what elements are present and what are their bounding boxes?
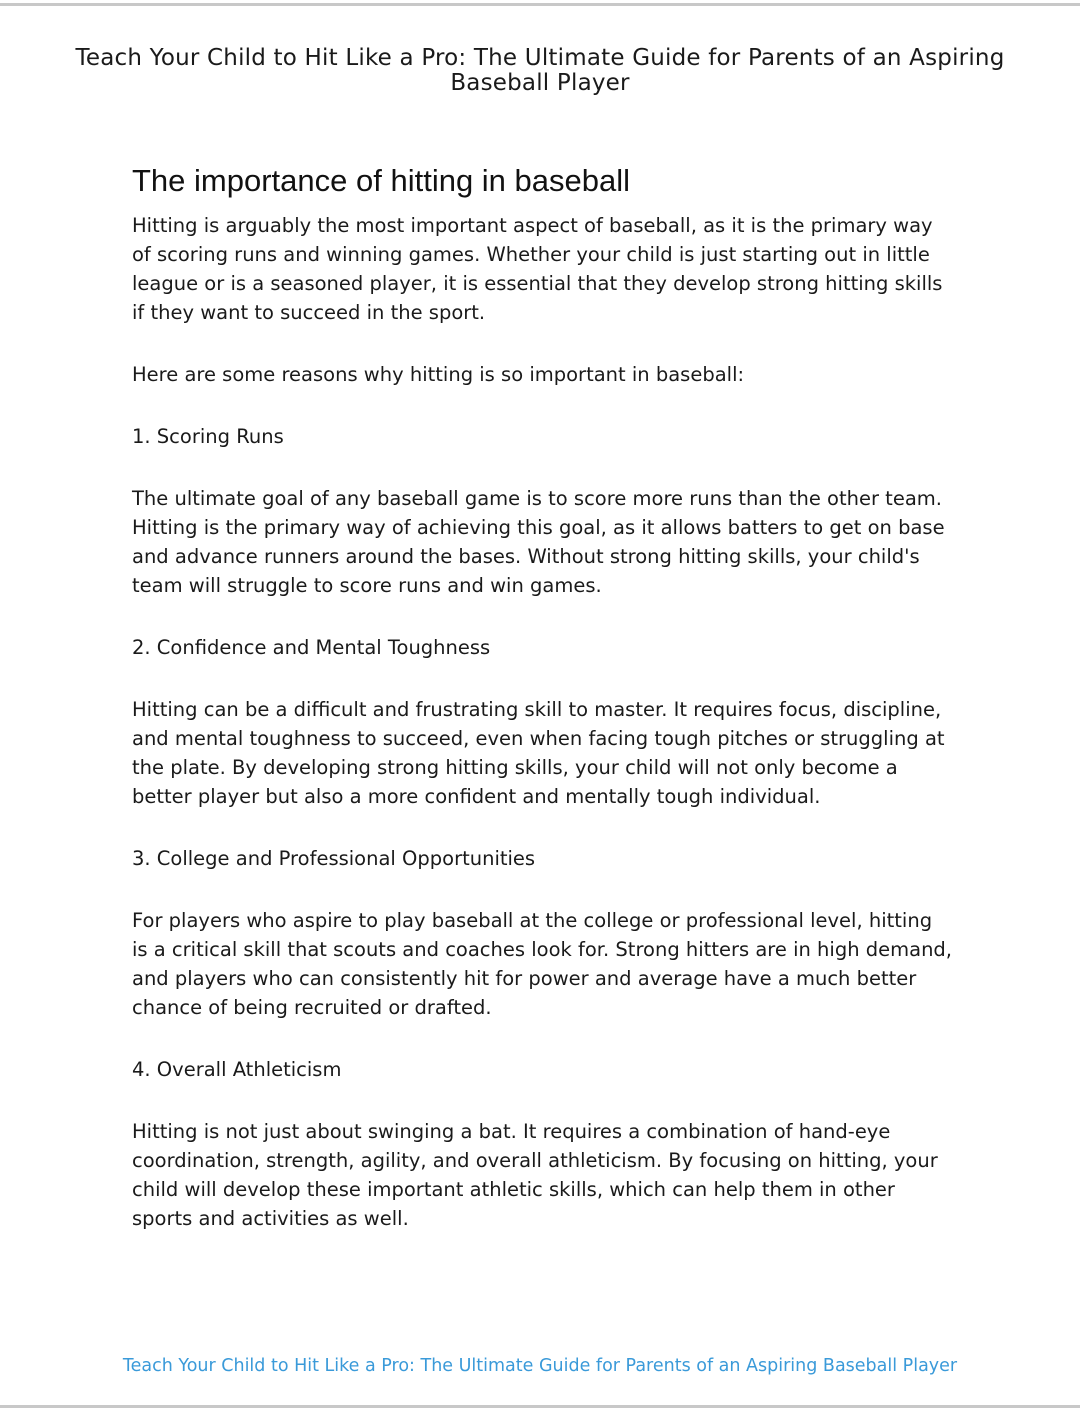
reason-body-scoring-runs: The ultimate goal of any baseball game is to score more runs than the other team. Hitting is the primary way of achieving this goal, as it allows batters to get on base and advance runners around the bases. Without strong hitting skills, your child's team will struggle to score runs and win games.	[132, 487, 945, 597]
reason-title-athleticism: 4. Overall Athleticism	[132, 1058, 342, 1081]
reason-title-scoring-runs: 1. Scoring Runs	[132, 425, 284, 448]
reason-body-college-pro: For players who aspire to play baseball at the college or professional level, hitting is a critical skill that scouts and coaches look for. Strong hitters are in high demand, and players who can consistently hit for power and average have a much better chance of being recruited or drafted.	[132, 909, 953, 1019]
top-divider	[0, 3, 1080, 6]
reason-body-confidence: Hitting can be a difficult and frustrating skill to master. It requires focus, discipline, and mental toughness to succeed, even when facing tough pitches or struggling at the plate. By developing strong hitting skills, your child will not only become a better player but also a more confident and mentally tough individual.	[132, 698, 945, 808]
reason-title-confidence: 2. Confidence and Mental Toughness	[132, 636, 491, 659]
reason-body-athleticism: Hitting is not just about swinging a bat. It requires a combination of hand-eye coordination, strength, agility, and overall athleticism. By focusing on hitting, your child will develop these important athletic skills, which can help them in other sports and activities as well.	[132, 1120, 938, 1230]
running-footer-title: Teach Your Child to Hit Like a Pro: The Ultimate Guide for Parents of an Aspiring Baseball Player	[122, 1356, 958, 1376]
reason-title-college-pro: 3. College and Professional Opportunities	[132, 847, 536, 870]
bottom-divider	[0, 1405, 1080, 1408]
lead-in-paragraph: Here are some reasons why hitting is so important in baseball:	[132, 363, 745, 386]
running-header-title: Teach Your Child to Hit Like a Pro: The Ultimate Guide for Parents of an Aspiring Baseball Player	[75, 45, 1005, 96]
intro-paragraph: Hitting is arguably the most important aspect of baseball, as it is the primary way of scoring runs and winning games. Whether your child is just starting out in little league or is a seasoned player, it is essential that they develop strong hitting skills if they want to succeed in the sport.	[132, 214, 943, 324]
page-content	[132, 160, 952, 1233]
section-heading: The importance of hitting in baseball	[132, 163, 631, 198]
